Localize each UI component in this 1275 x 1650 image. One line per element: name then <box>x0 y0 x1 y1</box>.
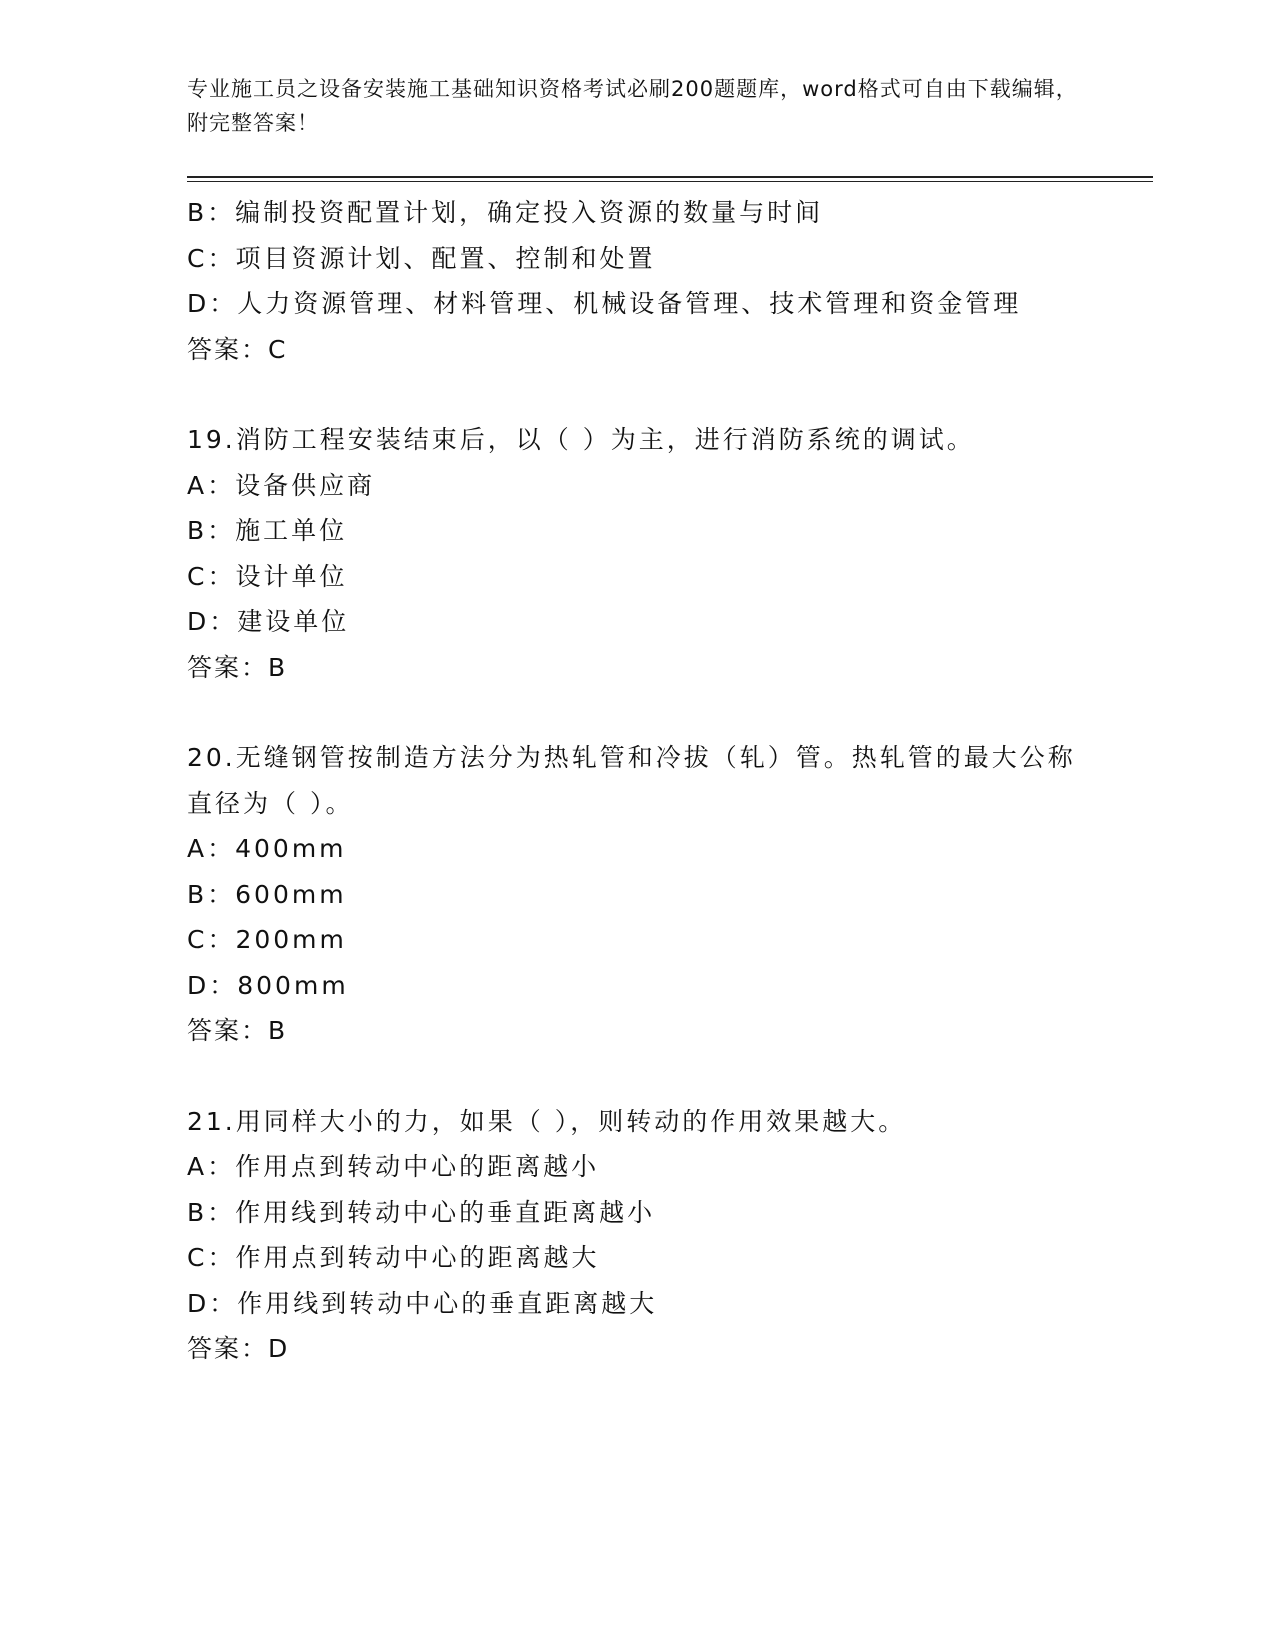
option-b: B：作用线到转动中心的垂直距离越小 <box>187 1197 656 1227</box>
question-block-21 <box>187 1099 1087 1372</box>
option-b: B：施工单位 <box>187 516 348 545</box>
question-list <box>187 190 1087 1372</box>
header-divider-top <box>187 176 1153 178</box>
option-a: A：400mm <box>187 834 347 863</box>
option-d: D：800mm <box>187 970 349 1000</box>
option-c: C：作用点到转动中心的距离越大 <box>187 1243 600 1272</box>
option-c: C：设计单位 <box>187 561 348 591</box>
option-a: A：作用点到转动中心的距离越小 <box>187 1152 600 1181</box>
question-stem: 21.用同样大小的力，如果（ ），则转动的作用效果越大。 <box>187 1106 907 1136</box>
document-header: 专业施工员之设备安装施工基础知识资格考试必刷200题题库，word格式可自由下载编辑，附完整答案！ <box>187 77 1078 135</box>
option-a: A：设备供应商 <box>187 470 376 500</box>
answer-line: 答案：B <box>187 1016 288 1045</box>
spacer <box>187 690 1087 735</box>
answer-line: 答案：B <box>187 652 288 682</box>
answer-line: 答案：C <box>187 334 288 364</box>
question-stem: 19.消防工程安装结束后，以（ ）为主，进行消防系统的调试。 <box>187 425 975 454</box>
option-d: D：建设单位 <box>187 607 350 636</box>
spacer <box>187 372 1087 417</box>
option-c: C：项目资源计划、配置、控制和处置 <box>187 243 656 273</box>
option-d: D：人力资源管理、材料管理、机械设备管理、技术管理和资金管理 <box>187 289 1022 318</box>
option-b: B：编制投资配置计划，确定投入资源的数量与时间 <box>187 198 824 227</box>
question-block-19 <box>187 417 1087 690</box>
question-stem: 20.无缝钢管按制造方法分为热轧管和冷拔（轧）管。热轧管的最大公称直径为（ ）。 <box>187 743 1076 818</box>
question-block-18 <box>187 190 1087 372</box>
option-b: B：600mm <box>187 879 347 909</box>
question-block-20 <box>187 735 1087 1054</box>
spacer <box>187 1054 1087 1099</box>
header-divider-bottom <box>187 181 1153 182</box>
answer-line: 答案：D <box>187 1334 290 1363</box>
option-d: D：作用线到转动中心的垂直距离越大 <box>187 1288 658 1318</box>
option-c: C：200mm <box>187 925 347 954</box>
